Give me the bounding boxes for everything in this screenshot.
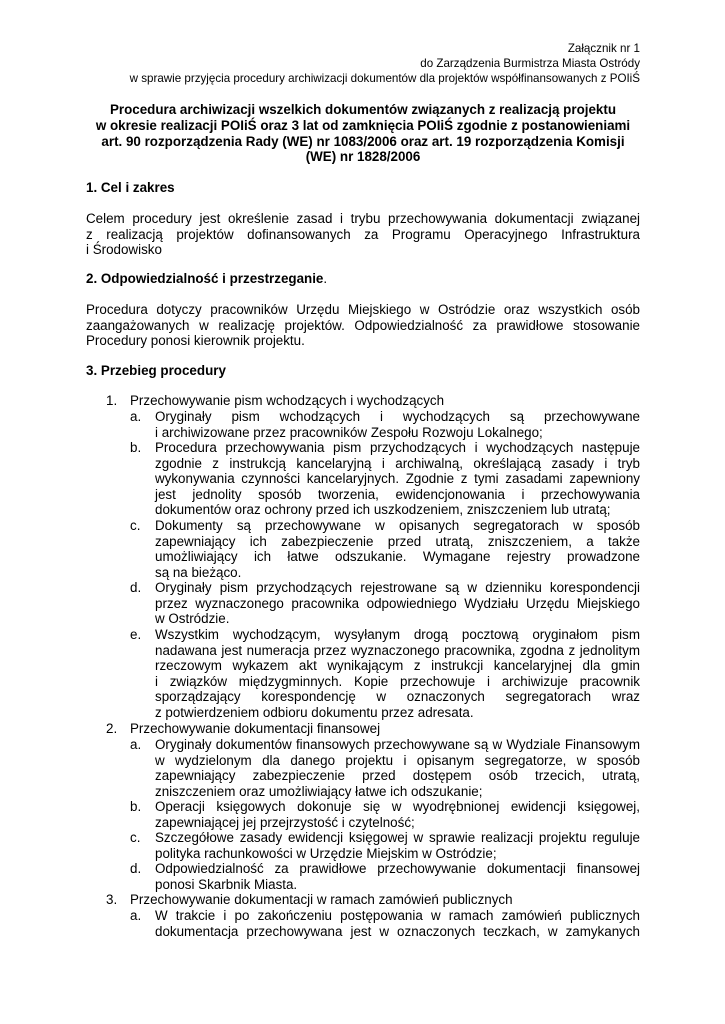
subitem-line: W trakcie i po zakończeniu postępowania w ramach zamówień publicznych — [155, 908, 640, 923]
subitem-line: Szczegółowe zasady ewidencji księgowej w sprawie realizacji projektu reguluje — [155, 830, 640, 845]
attachment-line: do Zarządzenia Burmistrza Miasta Ostródy — [420, 57, 640, 70]
list-item-3 — [106, 892, 513, 908]
item-number: 3. — [106, 892, 118, 907]
item-label: Przechowywanie dokumentacji finansowej — [130, 721, 381, 736]
subitem-line: z potwierdzeniem odbioru dokumentu przez adresata. — [155, 704, 474, 720]
subitem-line: dokumentów oraz ochrony przed ich uszkodzeniem, zniszczeniem lub utratą; — [155, 502, 611, 518]
subitem-body — [155, 861, 640, 892]
paragraph-line: zaangażowanych w realizację projektów. Odpowiedzialność za prawidłowe stosowanie — [86, 317, 640, 333]
section-2-heading-period: . — [323, 271, 328, 286]
subitem-line: zgodnie z instrukcją kancelaryjną i archiwalną, określającą zasady i tryb — [155, 455, 640, 471]
subitem-line: umożliwiający ich łatwe odszukanie. Wymagane rejestry prowadzone — [155, 549, 640, 565]
title-line: w okresie realizacji POIiŚ oraz 3 lat od zamknięcia POIiŚ zgodnie z postanowieniami — [95, 117, 631, 133]
subitem-letter: a. — [130, 409, 142, 424]
subitem-line: i związków międzygminnych. Kopie przechowuje i archiwizuje pracownik — [155, 673, 640, 689]
subitem-body — [155, 518, 640, 580]
attachment-note — [130, 41, 640, 86]
subitem-line: i archiwizowane przez pracowników Zespołu Rozwoju Lokalnego; — [155, 424, 543, 440]
subitem-line: Odpowiedzialność za prawidłowe przechowywanie dokumentacji finansowej — [155, 861, 640, 876]
subitem-line: w wydzielonym dla danego projektu i opisanym segregatorze, w sposób — [155, 752, 640, 768]
subitem-letter: b. — [130, 440, 142, 455]
list-item-1 — [106, 393, 444, 409]
subitem-line: w Ostródzie. — [155, 611, 230, 627]
subitem-letter: b. — [130, 799, 142, 814]
paragraph-line: Procedura dotyczy pracowników Urzędu Miejskiego w Ostródzie oraz wszystkich osób — [86, 302, 640, 317]
title-line: Procedura archiwizacji wszelkich dokumentów związanych z realizacją projektu — [109, 102, 617, 117]
subitem-body — [155, 830, 640, 861]
subitem-body — [155, 409, 640, 440]
subitem-letter: a. — [130, 737, 142, 752]
subitem-line: zapewniającej jej przejrzystość i czytelność; — [155, 814, 415, 830]
attachment-line: Załącznik nr 1 — [567, 42, 640, 55]
subitem-body — [155, 799, 640, 830]
section-2-paragraph — [86, 302, 640, 349]
subitem-body — [155, 580, 640, 627]
subitem-line: zniszczeniem oraz umożliwiający łatwe ich odszukanie; — [155, 783, 483, 799]
section-2-heading — [86, 271, 327, 287]
subitem-line: Operacji księgowych dokonuje się w wyodrębnionej ewidencji księgowej, — [155, 799, 640, 814]
subitem-letter: a. — [130, 908, 142, 923]
subitem-line: jest jednolity sposób tworzenia, ewidencjonowania i przechowywania — [155, 486, 640, 502]
subitem-line: nadawana jest numeracja przez wyznaczonego pracownika, zgodna z jednolitym — [155, 642, 640, 658]
subitem-line: Oryginały pism przychodzących rejestrowane są w dzienniku korespondencji — [155, 580, 640, 595]
item-label: Przechowywanie dokumentacji w ramach zamówień publicznych — [130, 892, 513, 907]
subitem-letter: d. — [130, 580, 142, 595]
section-3-heading: 3. Przebieg procedury — [86, 363, 226, 378]
section-1-heading: 1. Cel i zakres — [86, 180, 175, 195]
subitem-line: Dokumenty są przechowywane w opisanych segregatorach w sposób — [155, 518, 640, 533]
document-title — [86, 102, 640, 165]
paragraph-line: Procedury ponosi kierownik projektu. — [86, 333, 305, 349]
paragraph-line: i Środowisko — [86, 242, 162, 258]
attachment-line: w sprawie przyjęcia procedury archiwizacji dokumentów dla projektów współfinansowanych z POIiŚ — [129, 72, 640, 85]
item-label: Przechowywanie pism wchodzących i wychodzących — [130, 393, 445, 408]
section-2-heading-text: 2. Odpowiedzialność i przestrzeganie — [86, 271, 324, 286]
subitem-body — [155, 440, 640, 518]
subitem-body — [155, 627, 640, 721]
title-line: (WE) nr 1828/2006 — [305, 149, 421, 165]
item-number: 2. — [106, 721, 118, 736]
subitem-body — [155, 737, 640, 799]
paragraph-line: Celem procedury jest określenie zasad i trybu przechowywania dokumentacji związanej — [86, 211, 640, 226]
subitem-letter: d. — [130, 861, 142, 876]
subitem-line: Oryginały pism wchodzących i wychodzących są przechowywane — [155, 409, 640, 424]
subitem-line: dokumentacja przechowywana jest w oznaczonych teczkach, w zamykanych — [155, 923, 640, 939]
subitem-line: sporządzający korespondencję w oznaczonych segregatorach wraz — [155, 689, 640, 705]
subitem-line: są na bieżąco. — [155, 564, 242, 580]
subitem-line: Oryginały dokumentów finansowych przechowywane są w Wydziale Finansowym — [155, 737, 640, 752]
subitem-line: Wszystkim wychodzącym, wysyłanym drogą pocztową oryginałom pism — [155, 627, 640, 642]
paragraph-line: z realizacją projektów dofinansowanych za Programu Operacyjnego Infrastruktura — [86, 226, 640, 242]
subitem-line: rzeczowym wykazem akt wynikającym z instrukcji kancelaryjnej dla gmin — [155, 658, 640, 674]
subitem-line: ponosi Skarbnik Miasta. — [155, 876, 298, 892]
subitem-line: Procedura przechowywania pism przychodzących i wychodzących następuje — [155, 440, 640, 455]
item-number: 1. — [106, 393, 118, 408]
section-1-paragraph — [86, 211, 640, 258]
subitem-body — [155, 908, 640, 939]
subitem-line: polityka rachunkowości w Urzędzie Miejskim w Ostródzie; — [155, 845, 497, 861]
subitem-line: zapewniający zabezpieczenie przed dostępem osób trzecich, utratą, — [155, 768, 640, 784]
subitem-letter: e. — [130, 627, 142, 642]
subitem-letter: c. — [130, 830, 141, 845]
subitem-letter: c. — [130, 518, 141, 533]
subitem-line: przez wyznaczonego pracownika odpowiedniego Wydziału Urzędu Miejskiego — [155, 595, 640, 611]
title-line: art. 90 rozporządzenia Rady (WE) nr 1083/2006 oraz art. 19 rozporządzenia Komisji — [101, 133, 625, 149]
subitem-line: wykonywania czynności kancelaryjnych. Zgodnie z tymi zasadami zapewniony — [155, 471, 640, 487]
subitem-line: zapewniający ich zabezpieczenie przed utratą, zniszczeniem, a także — [155, 533, 640, 549]
list-item-2 — [106, 721, 380, 737]
